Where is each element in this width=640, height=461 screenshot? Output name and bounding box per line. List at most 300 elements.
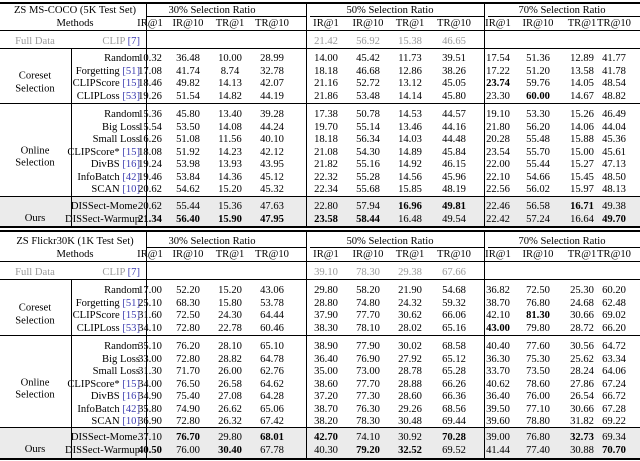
table-cell-value: 45.61 bbox=[602, 146, 626, 158]
table-cell-value: 49.54 bbox=[442, 214, 466, 225]
table-cell-value: 69.02 bbox=[602, 310, 626, 321]
table-cell-value: 46.15 bbox=[442, 159, 466, 170]
table-cell-value: 51.20 bbox=[526, 65, 550, 77]
table-cell-value: 17.54 bbox=[486, 53, 510, 64]
table-cell-value: 45.42 bbox=[356, 53, 380, 64]
table-cell-value: 15.45 bbox=[570, 171, 594, 183]
method-name: InfoBatch bbox=[77, 171, 120, 183]
table-cell-value: 48.54 bbox=[602, 78, 626, 89]
table-cell-value: 68.58 bbox=[442, 341, 466, 352]
table-cell-value: 76.90 bbox=[356, 353, 380, 365]
table-cell-value: 38.70 bbox=[486, 297, 510, 309]
table-cell-value: 21.86 bbox=[314, 90, 338, 102]
group-label bbox=[15, 303, 54, 328]
table-cell-value: 72.50 bbox=[526, 285, 550, 296]
table-cell-value: 36.82 bbox=[486, 285, 510, 296]
method-name: DISSect-Mome. bbox=[70, 432, 140, 443]
table-cell-value: 28.60 bbox=[398, 391, 422, 402]
table-rule bbox=[0, 261, 640, 262]
table-cell-value: 65.28 bbox=[442, 366, 466, 377]
table-cell-value: 28.82 bbox=[218, 353, 242, 365]
table-cell-value: 78.30 bbox=[356, 416, 380, 427]
citation: [15] bbox=[122, 310, 140, 321]
table-title: ZS MS-COCO (5K Test Set) bbox=[13, 5, 137, 16]
method-label bbox=[77, 91, 140, 103]
table-cell-value: 51.08 bbox=[176, 134, 200, 145]
table-cell-value: 48.82 bbox=[602, 90, 626, 102]
full-data-value: 78.30 bbox=[356, 267, 380, 278]
group-label-line: Selection bbox=[15, 389, 55, 401]
table-cell-value: 76.70 bbox=[176, 432, 200, 443]
table-cell-value: 15.26 bbox=[570, 109, 594, 120]
method-name: DISSect-Warmup bbox=[64, 214, 140, 225]
table-cell-value: 44.48 bbox=[442, 134, 466, 145]
table-cell-value: 41.77 bbox=[602, 53, 626, 64]
table-cell-value: 17.08 bbox=[138, 65, 162, 77]
full-data-value: 46.65 bbox=[442, 36, 466, 47]
table-cell-value: 47.95 bbox=[260, 214, 284, 225]
group-label-line: Online bbox=[20, 145, 50, 157]
metric-header: TR@10 bbox=[437, 249, 471, 260]
header-underline bbox=[488, 247, 640, 248]
table-cell-value: 74.90 bbox=[176, 403, 200, 415]
table-cell-value: 49.81 bbox=[442, 201, 466, 212]
table-cell-value: 65.16 bbox=[442, 322, 466, 334]
table-cell-value: 77.70 bbox=[356, 310, 380, 321]
table-cell-value: 37.90 bbox=[314, 310, 338, 321]
method-name: DivBS bbox=[90, 391, 120, 402]
table-cell-value: 23.74 bbox=[486, 78, 510, 89]
full-data-value: 29.38 bbox=[398, 267, 422, 278]
table-cell-value: 21.80 bbox=[486, 121, 510, 133]
table-cell-value: 69.34 bbox=[602, 432, 626, 443]
table-cell-value: 26.58 bbox=[218, 378, 242, 390]
table-cell-value: 45.12 bbox=[260, 171, 284, 183]
table-cell-value: 68.30 bbox=[176, 297, 200, 309]
table-cell-value: 29.80 bbox=[218, 432, 242, 443]
method-name: SCAN bbox=[91, 184, 120, 195]
table-cell-value: 56.34 bbox=[356, 134, 380, 145]
table-cell-value: 30.62 bbox=[398, 310, 422, 321]
table-cell-value: 29.26 bbox=[398, 403, 422, 415]
table-cell-value: 66.36 bbox=[442, 391, 466, 402]
citation: [7] bbox=[127, 36, 140, 47]
table-cell-value: 16.96 bbox=[398, 201, 422, 212]
citation: [7] bbox=[127, 267, 140, 278]
table-cell-value: 24.32 bbox=[398, 297, 422, 309]
table-cell-value: 69.44 bbox=[442, 416, 466, 427]
table-cell-value: 68.01 bbox=[260, 432, 284, 443]
method-name: Big Loss bbox=[102, 121, 140, 133]
table-cell-value: 67.24 bbox=[602, 378, 626, 390]
table-cell-value: 64.72 bbox=[602, 341, 626, 352]
table-cell-value: 11.56 bbox=[218, 134, 242, 145]
group-label-line: Coreset bbox=[18, 70, 52, 82]
table-cell-value: 15.97 bbox=[570, 184, 594, 195]
group-label-line: Selection bbox=[15, 315, 55, 326]
table-cell-value: 62.48 bbox=[602, 297, 626, 309]
table-cell-value: 21.08 bbox=[314, 146, 338, 158]
table-cell-value: 23.54 bbox=[486, 146, 510, 158]
table-cell-value: 16.48 bbox=[398, 214, 422, 225]
metric-header: TR@1 bbox=[395, 18, 425, 29]
table-cell-value: 49.38 bbox=[602, 201, 626, 212]
header-underline bbox=[146, 16, 306, 17]
table-cell-value: 74.80 bbox=[356, 297, 380, 309]
table-cell-value: 81.30 bbox=[526, 310, 550, 321]
table-cell-value: 72.80 bbox=[176, 322, 200, 334]
table-cell-value: 56.02 bbox=[526, 184, 550, 195]
method-label bbox=[71, 432, 140, 444]
table-cell-value: 14.06 bbox=[570, 121, 594, 133]
table-cell-value: 18.18 bbox=[314, 65, 338, 77]
table-cell-value: 14.67 bbox=[570, 90, 594, 102]
table-rule bbox=[0, 279, 640, 280]
group-label-line: Selection bbox=[15, 83, 55, 94]
table-cell-value: 76.20 bbox=[176, 341, 200, 352]
table-cell-value: 40.50 bbox=[138, 445, 162, 456]
table-cell-value: 22.32 bbox=[314, 171, 338, 183]
table-cell-value: 38.26 bbox=[442, 65, 466, 77]
table-cell-value: 69.52 bbox=[442, 445, 466, 456]
table-rule bbox=[0, 458, 640, 460]
table-cell-value: 19.24 bbox=[138, 159, 162, 170]
method-label bbox=[73, 78, 140, 90]
citation: [15] bbox=[122, 146, 140, 158]
table-cell-value: 18.18 bbox=[314, 134, 338, 145]
table-cell-value: 33.00 bbox=[138, 353, 162, 365]
table-cell-value: 60.00 bbox=[526, 90, 550, 102]
table-cell-value: 20.62 bbox=[138, 201, 162, 212]
table-cell-value: 40.10 bbox=[260, 134, 284, 145]
table-cell-value: 45.32 bbox=[260, 184, 284, 195]
method-label bbox=[77, 404, 140, 416]
table-cell-value: 42.10 bbox=[486, 310, 510, 321]
table-cell-value: 27.92 bbox=[398, 353, 422, 365]
method-label bbox=[65, 214, 140, 226]
table-cell-value: 10.32 bbox=[138, 53, 162, 64]
table-cell-value: 41.44 bbox=[486, 445, 510, 456]
table-cell-value: 17.00 bbox=[138, 285, 162, 296]
table-cell-value: 22.46 bbox=[486, 201, 510, 212]
citation: [42] bbox=[122, 403, 140, 415]
table-cell-value: 16.64 bbox=[570, 214, 594, 225]
table-cell-value: 58.44 bbox=[356, 214, 380, 225]
method-label bbox=[91, 391, 140, 403]
table-cell-value: 43.00 bbox=[486, 322, 510, 334]
table-cell-value: 54.66 bbox=[526, 171, 550, 183]
table-cell-value: 35.10 bbox=[138, 341, 162, 352]
table-cell-value: 60.20 bbox=[602, 285, 626, 296]
table-cell-value: 28.88 bbox=[398, 378, 422, 390]
table-cell-value: 75.40 bbox=[176, 391, 200, 402]
table-cell-value: 21.34 bbox=[138, 214, 162, 225]
method-label bbox=[104, 285, 140, 297]
table-cell-value: 49.70 bbox=[602, 214, 626, 225]
table-cell-value: 74.10 bbox=[356, 432, 380, 443]
table-cell-value: 52.72 bbox=[356, 78, 380, 89]
table-cell-value: 38.90 bbox=[314, 341, 338, 352]
method-label bbox=[91, 416, 140, 428]
table-cell-value: 79.20 bbox=[356, 445, 380, 456]
group-label-line: Ours bbox=[24, 212, 46, 224]
table-cell-value: 22.10 bbox=[486, 171, 510, 183]
table-cell-value: 17.22 bbox=[486, 65, 510, 77]
column-separator bbox=[306, 230, 307, 458]
table-cell-value: 66.06 bbox=[442, 310, 466, 321]
table-cell-value: 26.00 bbox=[218, 366, 242, 377]
table-cell-value: 65.06 bbox=[260, 403, 284, 415]
metric-header: TR@10 bbox=[255, 18, 289, 29]
table-cell-value: 29.80 bbox=[314, 285, 338, 296]
metric-header: IR@10 bbox=[522, 18, 554, 29]
method-name: InfoBatch bbox=[77, 403, 120, 415]
table-cell-value: 15.36 bbox=[218, 201, 242, 212]
group-label-line: Online bbox=[20, 377, 50, 389]
full-data-method bbox=[102, 36, 140, 48]
header-underline bbox=[488, 16, 640, 17]
method-name: CLIPScore* bbox=[67, 378, 120, 390]
citation: [10] bbox=[122, 416, 140, 427]
method-label bbox=[67, 147, 140, 159]
table-cell-value: 60.46 bbox=[260, 322, 284, 334]
table-cell-value: 40.30 bbox=[314, 445, 338, 456]
metric-header: TR@1 bbox=[567, 249, 597, 260]
table-cell-value: 54.68 bbox=[442, 285, 466, 296]
metric-header: IR@1 bbox=[137, 18, 163, 29]
table-cell-value: 40.40 bbox=[486, 341, 510, 352]
table-cell-value: 77.60 bbox=[526, 341, 550, 352]
selection-ratio-header: 30% Selection Ratio bbox=[168, 5, 256, 16]
full-data-label: Full Data bbox=[15, 267, 55, 278]
table-cell-value: 30.48 bbox=[398, 416, 422, 427]
table-cell-value: 35.80 bbox=[138, 403, 162, 415]
table-cell-value: 76.00 bbox=[526, 391, 550, 402]
table-cell-value: 13.40 bbox=[218, 109, 242, 120]
table-cell-value: 58.20 bbox=[356, 285, 380, 296]
table-cell-value: 13.12 bbox=[398, 78, 422, 89]
method-label bbox=[77, 323, 140, 335]
metric-header: IR@10 bbox=[352, 249, 384, 260]
table-cell-value: 54.62 bbox=[176, 184, 200, 195]
metric-header: IR@1 bbox=[485, 249, 511, 260]
method-label bbox=[104, 109, 140, 121]
table-cell-value: 67.28 bbox=[602, 403, 626, 415]
citation: [15] bbox=[122, 78, 140, 89]
table-cell-value: 66.20 bbox=[602, 322, 626, 334]
table-cell-value: 45.05 bbox=[442, 78, 466, 89]
table-cell-value: 45.96 bbox=[442, 171, 466, 183]
method-name: CLIPLoss bbox=[76, 322, 120, 334]
table-cell-value: 8.74 bbox=[220, 65, 240, 77]
table-cell-value: 11.73 bbox=[398, 53, 422, 64]
method-label bbox=[77, 172, 140, 184]
table-cell-value: 63.34 bbox=[602, 353, 626, 365]
table-cell-value: 56.20 bbox=[526, 121, 550, 133]
metric-header: TR@1 bbox=[215, 18, 245, 29]
citation: [51] bbox=[122, 65, 140, 77]
metric-header: IR@10 bbox=[172, 249, 204, 260]
table-cell-value: 79.80 bbox=[526, 322, 550, 334]
table-cell-value: 28.78 bbox=[398, 366, 422, 377]
table-cell-value: 51.54 bbox=[176, 90, 200, 102]
table-cell-value: 55.44 bbox=[526, 159, 550, 170]
table-cell-value: 14.14 bbox=[398, 90, 422, 102]
metric-header: TR@1 bbox=[395, 249, 425, 260]
table-rule bbox=[0, 2, 640, 4]
table-cell-value: 34.00 bbox=[138, 378, 162, 390]
table-cell-value: 76.80 bbox=[526, 432, 550, 443]
table-rule bbox=[0, 48, 640, 49]
table-cell-value: 36.30 bbox=[486, 353, 510, 365]
metric-header: IR@1 bbox=[313, 249, 339, 260]
table-cell-value: 39.60 bbox=[486, 416, 510, 427]
table-cell-value: 48.19 bbox=[442, 184, 466, 195]
table-cell-value: 14.23 bbox=[218, 146, 242, 158]
table-cell-value: 15.90 bbox=[218, 214, 242, 225]
group-label-line: Coreset bbox=[18, 302, 52, 314]
method-label bbox=[91, 159, 140, 171]
citation: [53] bbox=[122, 90, 140, 102]
table-cell-value: 77.40 bbox=[526, 445, 550, 456]
table-cell-value: 49.82 bbox=[176, 78, 200, 89]
table-cell-value: 72.50 bbox=[176, 310, 200, 321]
table-cell-value: 66.72 bbox=[602, 391, 626, 402]
methods-header: Methods bbox=[56, 249, 94, 260]
table-cell-value: 30.66 bbox=[570, 403, 594, 415]
table-cell-value: 44.16 bbox=[442, 121, 466, 133]
table-cell-value: 47.63 bbox=[260, 201, 284, 212]
table-cell-value: 71.70 bbox=[176, 366, 200, 377]
full-data-value: 39.10 bbox=[314, 267, 338, 278]
method-name: DISSect-Warmup bbox=[64, 445, 140, 456]
table-cell-value: 52.20 bbox=[176, 285, 200, 296]
table-cell-value: 16.26 bbox=[138, 134, 162, 145]
table-cell-value: 76.50 bbox=[176, 378, 200, 390]
table-cell-value: 73.00 bbox=[356, 366, 380, 377]
table-cell-value: 64.28 bbox=[260, 391, 284, 402]
table-cell-value: 50.78 bbox=[356, 109, 380, 120]
table-cell-value: 26.32 bbox=[218, 416, 242, 427]
table-cell-value: 30.92 bbox=[398, 432, 422, 443]
column-separator bbox=[71, 48, 72, 226]
metric-header: TR@10 bbox=[255, 249, 289, 260]
table-cell-value: 36.48 bbox=[176, 53, 200, 64]
table-cell-value: 38.20 bbox=[314, 416, 338, 427]
table-cell-value: 14.89 bbox=[398, 146, 422, 158]
group-label bbox=[15, 71, 54, 96]
table-cell-value: 30.40 bbox=[218, 445, 242, 456]
table-cell-value: 31.60 bbox=[138, 310, 162, 321]
method-name: Random bbox=[104, 285, 140, 296]
full-data-value: 56.92 bbox=[356, 36, 380, 47]
table-cell-value: 30.56 bbox=[570, 341, 594, 352]
table-cell-value: 62.76 bbox=[260, 366, 284, 377]
table-cell-value: 13.46 bbox=[398, 121, 422, 133]
metric-header: TR@10 bbox=[597, 249, 631, 260]
table-cell-value: 45.80 bbox=[176, 109, 200, 120]
table-cell-value: 78.80 bbox=[526, 416, 550, 427]
table-cell-value: 20.62 bbox=[138, 184, 162, 195]
method-label bbox=[93, 366, 140, 378]
table-cell-value: 36.40 bbox=[314, 353, 338, 365]
full-data-value: 21.42 bbox=[314, 36, 338, 47]
table-cell-value: 37.10 bbox=[138, 432, 162, 443]
table-cell-value: 55.70 bbox=[526, 146, 550, 158]
table-cell-value: 44.57 bbox=[442, 109, 466, 120]
table-cell-value: 70.70 bbox=[602, 445, 626, 456]
table-cell-value: 57.94 bbox=[356, 201, 380, 212]
table-cell-value: 38.70 bbox=[314, 403, 338, 415]
group-label bbox=[15, 145, 54, 170]
method-label bbox=[93, 134, 140, 146]
table-cell-value: 45.36 bbox=[602, 134, 626, 145]
table-cell-value: 22.78 bbox=[218, 322, 242, 334]
table-cell-value: 28.80 bbox=[314, 297, 338, 309]
table-cell-value: 66.26 bbox=[442, 378, 466, 390]
table-cell-value: 28.72 bbox=[570, 322, 594, 334]
table-cell-value: 18.46 bbox=[138, 78, 162, 89]
group-label bbox=[15, 377, 54, 402]
table-cell-value: 18.08 bbox=[138, 146, 162, 158]
table-cell-value: 69.22 bbox=[602, 416, 626, 427]
table-cell-value: 45.80 bbox=[442, 90, 466, 102]
full-data-method bbox=[102, 267, 140, 279]
table-cell-value: 53.30 bbox=[526, 109, 550, 120]
table-cell-value: 15.80 bbox=[218, 297, 242, 309]
table-cell-value: 20.28 bbox=[486, 134, 510, 145]
table-rule bbox=[0, 226, 640, 228]
table-cell-value: 14.36 bbox=[218, 171, 242, 183]
table-cell-value: 53.78 bbox=[260, 297, 284, 309]
table-cell-value: 32.52 bbox=[398, 445, 422, 456]
table-cell-value: 51.92 bbox=[176, 146, 200, 158]
table-cell-value: 67.78 bbox=[260, 445, 284, 456]
method-name: CLIPScore bbox=[72, 78, 120, 89]
table-cell-value: 37.20 bbox=[314, 391, 338, 402]
table-cell-value: 78.60 bbox=[526, 378, 550, 390]
table-cell-value: 30.66 bbox=[570, 310, 594, 321]
table-rule bbox=[0, 30, 640, 31]
table-cell-value: 45.84 bbox=[442, 146, 466, 158]
table-cell-value: 55.68 bbox=[356, 184, 380, 195]
table-cell-value: 42.07 bbox=[260, 78, 284, 89]
method-label bbox=[104, 341, 140, 353]
method-label bbox=[71, 201, 140, 213]
group-label-line: Selection bbox=[15, 157, 55, 169]
table-rule bbox=[0, 335, 640, 336]
method-name: CLIP bbox=[102, 267, 125, 278]
table-cell-value: 46.49 bbox=[602, 109, 626, 120]
table-cell-value: 59.76 bbox=[526, 78, 550, 89]
table-cell-value: 13.58 bbox=[570, 65, 594, 77]
column-separator bbox=[484, 230, 485, 458]
citation: [16] bbox=[122, 391, 140, 402]
method-name: DISSect-Mome. bbox=[70, 201, 140, 212]
table-cell-value: 46.68 bbox=[356, 65, 380, 77]
table-cell-value: 77.30 bbox=[356, 391, 380, 402]
table-cell-value: 32.73 bbox=[570, 432, 594, 443]
table-cell-value: 14.03 bbox=[398, 134, 422, 145]
table-cell-value: 13.93 bbox=[218, 159, 242, 170]
table-cell-value: 28.24 bbox=[570, 366, 594, 377]
table-cell-value: 78.10 bbox=[356, 322, 380, 334]
method-name: CLIPLoss bbox=[76, 90, 120, 102]
table-cell-value: 19.46 bbox=[138, 171, 162, 183]
table-cell-value: 41.78 bbox=[602, 65, 626, 77]
table-rule bbox=[0, 230, 640, 232]
table-cell-value: 21.16 bbox=[314, 78, 338, 89]
